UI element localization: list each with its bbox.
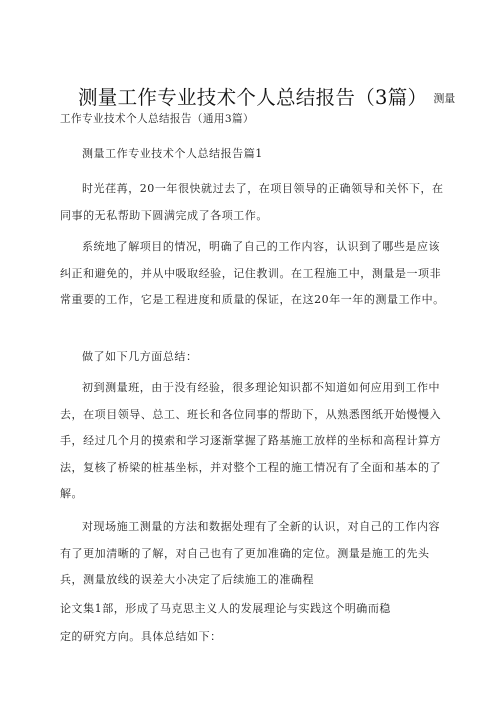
document-title-suffix: 测量 [433,92,456,105]
document-title-line [78,82,456,110]
document-title: 测量工作专业技术个人总结报告（3篇） [78,86,428,109]
document-subtitle: 工作专业技术个人总结报告（通用3篇） [60,113,255,125]
paragraph-4: 初到测量班，由于没有经验，很多理论知识都不知道如何应用到工作中去，在项目领导、总工、班长和各位同事的帮助下，从熟悉图纸开始慢慢入手，经过几个月的摸索和学习逐渐掌握了路基施工放样的坐标和高程计算方法，复核了桥梁的桩基坐标，并对整个工程的施工情况有了全面和基本的了解。 [60,381,442,500]
section-heading: 测量工作专业技术个人总结报告篇1 [82,147,263,160]
paragraph-3: 做了如下几方面总结： [82,350,198,363]
paragraph-2: 系统地了解项目的情况，明确了自己的工作内容，认识到了哪些是应该纠正和避免的，并从中吸取经验，记住教训。在工程施工中，测量是一项非常重要的工作，它是工程进度和质量的保证，在这20年一年的测量工作中。 [60,240,445,306]
paragraph-5: 对现场施工测量的方法和数据处理有了全新的认识，对自己的工作内容有了更加清晰的了解，对自己也有了更加准确的定位。测量是施工的先头兵，测量放线的误差大小决定了后续施工的准确程 [60,520,441,586]
paragraph-1: 时光荏苒，20一年很快就过去了，在项目领导的正确领导和关怀下，在同事的无私帮助下圆满完成了各项工作。 [60,182,444,222]
trailing-line-2: 定的研究方向。具体总结如下： [60,630,222,643]
trailing-line-1: 论文集1部，形成了马克思主义人的发展理论与实践这个明确而稳 [60,602,391,615]
